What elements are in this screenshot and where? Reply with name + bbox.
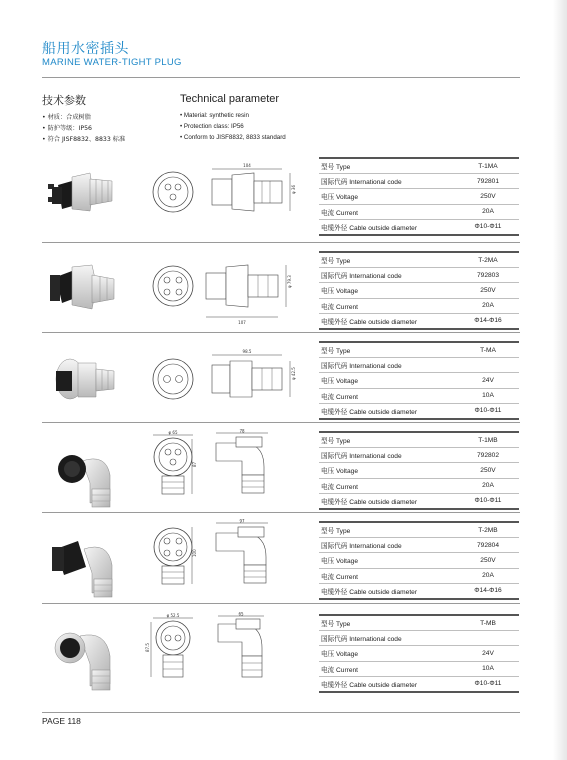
dim-length: 98.5 [242, 349, 252, 354]
title-english: MARINE WATER-TIGHT PLUG [42, 57, 182, 68]
label-code: 国际代码 International code [319, 268, 457, 283]
section-divider [42, 512, 520, 513]
value-cable: Φ10-Φ11 [457, 493, 519, 509]
label-code: 国际代码 International code [319, 174, 457, 189]
section-divider [42, 242, 520, 243]
value-type: T-2MB [457, 522, 519, 538]
dim-diameter: φ 52.5 [166, 613, 180, 618]
plug-photo-angled [42, 614, 132, 704]
side-view-drawing [202, 157, 310, 247]
tech-item: • Conform to JISF8832, 8833 standard [180, 132, 286, 143]
value-cable: Φ14-Φ16 [457, 313, 519, 329]
footer-divider [42, 712, 520, 713]
label-current: 电流 Current [319, 568, 457, 583]
value-voltage: 250V [457, 553, 519, 568]
dim-height: 87.5 [145, 643, 150, 652]
label-type: 型号 Type [319, 252, 457, 268]
value-type: T-1MB [457, 432, 519, 448]
dim-width: 78 [239, 428, 245, 434]
label-cable: 电缆外径 Cable outside diameter [319, 313, 457, 329]
dim-length: 104 [243, 163, 251, 168]
dim-diameter: φ 36 [291, 185, 296, 194]
label-cable: 电缆外径 Cable outside diameter [319, 403, 457, 419]
dim-height: 100 [192, 549, 197, 557]
dim-length: 107 [238, 320, 246, 325]
value-code: 792802 [457, 448, 519, 463]
value-code: 792804 [457, 538, 519, 553]
value-voltage: 250V [457, 189, 519, 204]
label-voltage: 电压 Voltage [319, 373, 457, 388]
dim-height: 87 [192, 461, 197, 467]
dim-width: 97 [239, 518, 245, 524]
section-divider [42, 603, 520, 604]
label-type: 型号 Type [319, 158, 457, 174]
label-type: 型号 Type [319, 615, 457, 631]
value-current: 20A [457, 568, 519, 583]
plug-photo-straight [42, 341, 132, 431]
label-code: 国际代码 International code [319, 631, 457, 646]
label-code: 国际代码 International code [319, 448, 457, 463]
tech-list-en [180, 110, 286, 143]
plug-photo-straight [42, 157, 132, 247]
tech-item: • 符合 JISF8832、8833 标准 [42, 134, 125, 145]
spec-table [319, 521, 519, 600]
front-view-drawing [148, 251, 198, 341]
side-view-drawing [202, 428, 310, 521]
value-code [457, 358, 519, 373]
page-edge-shadow [553, 0, 567, 760]
label-cable: 电缆外径 Cable outside diameter [319, 676, 457, 692]
front-view-drawing [148, 341, 198, 431]
label-type: 型号 Type [319, 522, 457, 538]
plug-photo-angled [42, 431, 132, 521]
tech-item: • 防护等级：IP56 [42, 123, 125, 134]
tech-item: • Protection class: IP56 [180, 121, 286, 132]
value-type: T-2MA [457, 252, 519, 268]
label-voltage: 电压 Voltage [319, 189, 457, 204]
page-number: PAGE 118 [42, 716, 81, 726]
label-type: 型号 Type [319, 432, 457, 448]
value-current: 20A [457, 298, 519, 313]
product-section-t1ma [42, 157, 520, 247]
value-type: T-MA [457, 342, 519, 358]
side-view-drawing [202, 341, 310, 431]
label-current: 电流 Current [319, 661, 457, 676]
product-section-t1mb [42, 428, 520, 521]
plug-photo-straight [42, 251, 132, 341]
dim-diameter: φ 65 [168, 430, 178, 435]
label-cable: 电缆外径 Cable outside diameter [319, 219, 457, 235]
value-current: 20A [457, 204, 519, 219]
label-current: 电流 Current [319, 298, 457, 313]
label-voltage: 电压 Voltage [319, 463, 457, 478]
label-current: 电流 Current [319, 204, 457, 219]
label-current: 电流 Current [319, 388, 457, 403]
title-chinese: 船用水密插头 [42, 41, 129, 57]
tech-item: • 材质：合成树脂 [42, 112, 125, 123]
value-voltage: 24V [457, 373, 519, 388]
label-code: 国际代码 International code [319, 538, 457, 553]
side-view-drawing [202, 518, 310, 611]
value-code: 792801 [457, 174, 519, 189]
section-divider [42, 422, 520, 423]
plug-photo-angled [42, 521, 132, 611]
value-code [457, 631, 519, 646]
front-view-drawing [148, 431, 198, 521]
label-code: 国际代码 International code [319, 358, 457, 373]
spec-table [319, 157, 519, 236]
value-current: 10A [457, 388, 519, 403]
spec-table [319, 341, 519, 420]
side-view-drawing [202, 611, 310, 704]
product-section-t2ma [42, 251, 520, 341]
label-type: 型号 Type [319, 342, 457, 358]
label-voltage: 电压 Voltage [319, 646, 457, 661]
value-voltage: 250V [457, 463, 519, 478]
dim-diameter: φ 42.5 [291, 367, 296, 380]
label-voltage: 电压 Voltage [319, 553, 457, 568]
dim-diameter: φ 79.3 [287, 275, 292, 288]
tech-item: • Material: synthetic resin [180, 110, 286, 121]
value-type: T-MB [457, 615, 519, 631]
label-current: 电流 Current [319, 478, 457, 493]
value-cable: Φ10-Φ11 [457, 676, 519, 692]
side-view-drawing [202, 251, 310, 341]
value-current: 20A [457, 478, 519, 493]
front-view-drawing [148, 157, 198, 247]
value-voltage: 24V [457, 646, 519, 661]
spec-table [319, 431, 519, 510]
tech-list-cn [42, 112, 125, 145]
dim-width: 65 [238, 611, 244, 617]
label-cable: 电缆外径 Cable outside diameter [319, 493, 457, 509]
label-voltage: 电压 Voltage [319, 283, 457, 298]
spec-table [319, 251, 519, 330]
label-cable: 电缆外径 Cable outside diameter [319, 583, 457, 599]
front-view-drawing [145, 613, 198, 704]
product-section-t2mb [42, 518, 520, 611]
value-type: T-1MA [457, 158, 519, 174]
tech-heading-cn: 技术参数 [42, 95, 86, 107]
value-cable: Φ10-Φ11 [457, 219, 519, 235]
value-code: 792803 [457, 268, 519, 283]
product-section-tma [42, 341, 520, 431]
value-voltage: 250V [457, 283, 519, 298]
tech-heading-en: Technical parameter [180, 93, 280, 105]
value-cable: Φ14-Φ16 [457, 583, 519, 599]
value-cable: Φ10-Φ11 [457, 403, 519, 419]
value-current: 10A [457, 661, 519, 676]
front-view-drawing [148, 521, 198, 611]
spec-table [319, 614, 519, 693]
header-divider [42, 77, 520, 78]
product-section-tmb [42, 611, 520, 704]
section-divider [42, 332, 520, 333]
